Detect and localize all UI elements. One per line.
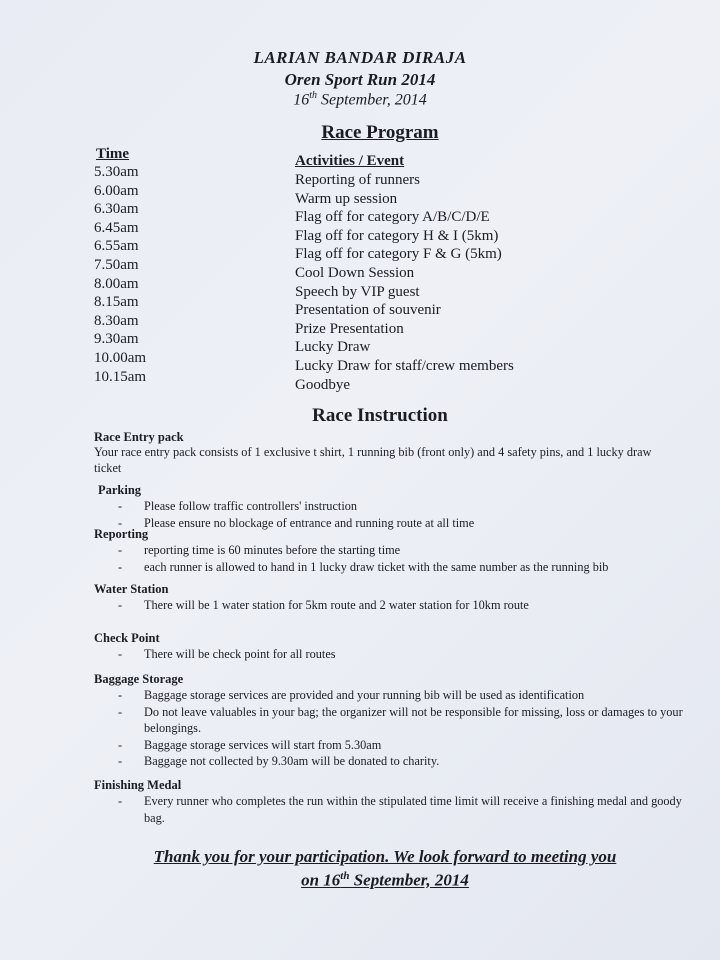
activity-cell: Warm up session (295, 190, 398, 207)
time-cell: 8.15am (94, 294, 139, 311)
parking-section (94, 483, 694, 531)
activity-cell: Cool Down Session (295, 264, 415, 281)
reporting-heading: Reporting (94, 527, 149, 541)
reporting-list (94, 542, 714, 575)
time-cell: 5.30am (94, 164, 139, 180)
activity-cell: Goodbye (295, 376, 350, 393)
event-title: Oren Sport Run 2014 (284, 70, 436, 89)
time-list (94, 163, 146, 386)
activity-cell: Flag off for category H & I (5km) (295, 227, 499, 244)
activity-cell: Presentation of souvenir (295, 302, 441, 319)
list-item: - Please follow traffic controllers' instruction (94, 498, 694, 515)
time-cell: 10.15am (94, 368, 147, 385)
activity-cell: Flag off for category A/B/C/D/E (295, 209, 490, 226)
activity-cell: Lucky Draw for staff/crew members (295, 357, 514, 374)
list-item: - There will be 1 water station for 5km route and 2 water station for 10km route (94, 597, 714, 614)
time-cell: 7.50am (94, 256, 139, 273)
finishing-medal-list (94, 793, 684, 826)
baggage-storage-heading: Baggage Storage (94, 672, 184, 686)
list-item: - Do not leave valuables in your bag; the organizer will not be responsible for missing, loss or damages to your belongings. (94, 704, 684, 737)
list-item: - Please ensure no blockage of entrance and running route at all time (94, 515, 694, 532)
organizer-title: LARIAN BANDAR DIRAJA (253, 48, 467, 67)
list-item: - Every runner who completes the run within the stipulated time limit will receive a finishing medal and goody bag. (94, 793, 684, 826)
time-cell: 8.30am (94, 312, 139, 329)
time-column-header: Time (96, 146, 130, 162)
activity-cell: Prize Presentation (295, 320, 404, 337)
activity-column-header: Activities / Event (295, 153, 405, 169)
event-date: 16th September, 2014 (293, 90, 427, 109)
reporting-section (94, 527, 714, 575)
check-point-list (94, 646, 714, 663)
water-station-heading: Water Station (94, 582, 169, 596)
entry-pack-text: Your race entry pack consists of 1 exclusive t shirt, 1 running bib (front only) and 4 safety pins, and 1 lucky draw ticket (94, 445, 652, 475)
race-program-title: Race Program (321, 122, 439, 143)
check-point-heading: Check Point (94, 631, 160, 645)
time-cell: 6.55am (94, 238, 139, 255)
entry-pack-section (94, 430, 664, 476)
activity-cell: Speech by VIP guest (295, 283, 420, 300)
time-cell: 6.45am (94, 219, 139, 236)
check-point-section (94, 631, 714, 663)
time-cell: 8.00am (94, 275, 139, 292)
parking-heading: Parking (98, 483, 142, 497)
time-cell: 6.30am (94, 201, 139, 218)
finishing-medal-heading: Finishing Medal (94, 778, 182, 792)
activity-cell: Lucky Draw (295, 339, 371, 356)
list-item: - There will be check point for all routes (94, 646, 714, 663)
list-item: - Baggage storage services will start from 5.30am (94, 737, 684, 754)
water-station-list (94, 597, 714, 614)
list-item: - each runner is allowed to hand in 1 lucky draw ticket with the same number as the running bib (94, 559, 714, 576)
thank-you-message: Thank you for your participation. We look forward to meeting you (153, 847, 617, 866)
race-instruction-title: Race Instruction (312, 405, 448, 426)
baggage-storage-list (94, 687, 684, 770)
entry-pack-heading: Race Entry pack (94, 430, 184, 444)
activity-cell: Reporting of runners (295, 172, 420, 188)
list-item: - Baggage not collected by 9.30am will be donated to charity. (94, 753, 684, 770)
list-item: - reporting time is 60 minutes before the starting time (94, 542, 714, 559)
water-station-section (94, 582, 714, 614)
closing-date: on 16th September, 2014 (301, 870, 469, 890)
time-cell: 9.30am (94, 331, 139, 348)
finishing-medal-section (94, 778, 684, 826)
list-item: - Baggage storage services are provided and your running bib will be used as identification (94, 687, 684, 704)
time-cell: 10.00am (94, 349, 147, 366)
activity-cell: Flag off for category F & G (5km) (295, 246, 502, 263)
time-cell: 6.00am (94, 182, 139, 199)
baggage-storage-section (94, 672, 684, 770)
activity-list (295, 171, 514, 394)
